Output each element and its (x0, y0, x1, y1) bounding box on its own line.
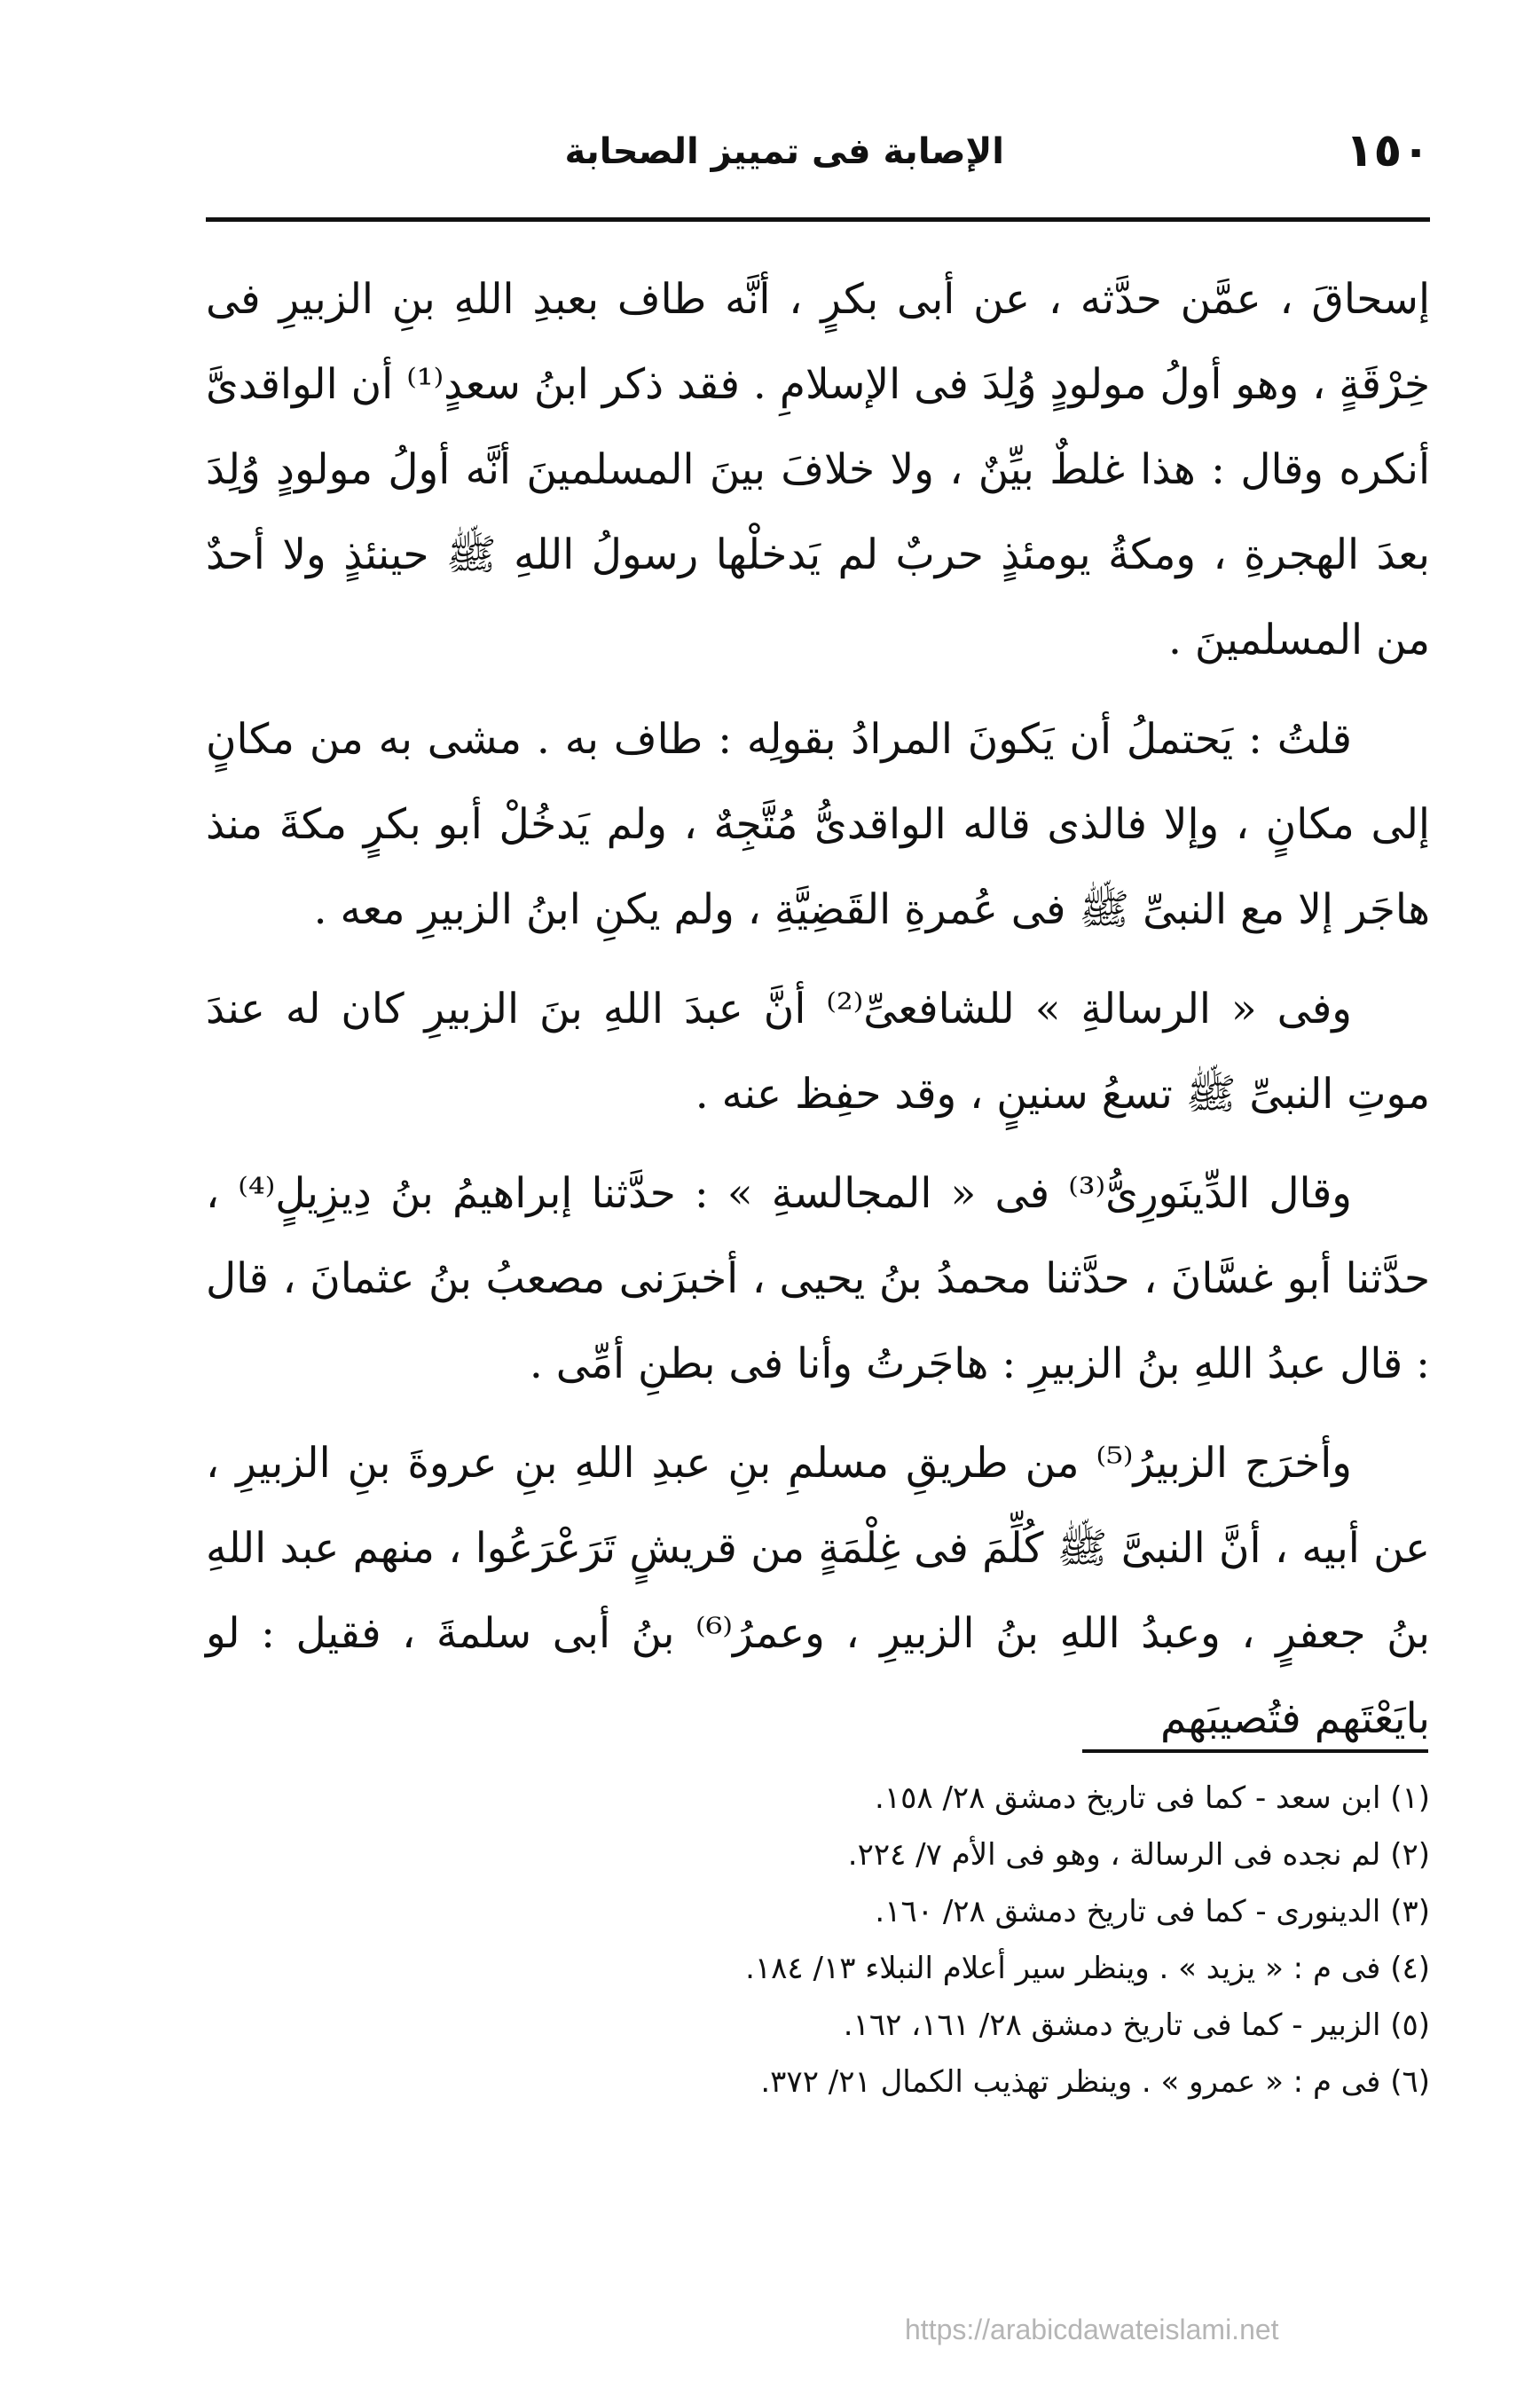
paragraph-1: إسحاقَ ، عمَّن حدَّثه ، عن أبى بكرٍ ، أنَّه طاف بعبدِ اللهِ بنِ الزبيرِ فى خِرْقَةٍ ، وهو أولُ مولودٍ وُلِدَ فى الإسلامِ . فقد ذكر ابنُ سعدٍ⁽¹⁾ أن الواقدىَّ أنكره وقال : هذا غلطٌ بيِّنٌ ، ولا خلافَ بينَ المسلمينَ أنَّه أولُ مولودٍ وُلِدَ بعدَ الهجرةِ ، ومكةُ يومئذٍ حربٌ لم يَدخلْها رسولُ اللهِ ﷺ حينئذٍ ولا أحدٌ من المسلمينَ . (206, 275, 1430, 664)
footnotes (206, 1770, 1430, 2110)
paragraph-2: قلتُ : يَحتملُ أن يَكونَ المرادُ بقولِه : طاف به . مشى به من مكانٍ إلى مكانٍ ، وإلا فالذى قاله الواقدىُّ مُتَّجِهٌ ، ولم يَدخُلْ أبو بكرٍ مكةَ منذ هاجَر إلا مع النبىِّ ﷺ فى عُمرةِ القَضِيَّةِ ، ولم يكنِ ابنُ الزبيرِ معه . (206, 715, 1430, 934)
paragraph-5: وأخرَج الزبيرُ⁽⁵⁾ من طريقِ مسلمِ بنِ عبدِ اللهِ بنِ عروةَ بنِ الزبيرِ ، عن أبيه ، أنَّ النبىَّ ﷺ كُلِّمَ فى غِلْمَةٍ من قريشٍ تَرَعْرَعُوا ، منهم عبد اللهِ بنُ جعفرٍ ، وعبدُ اللهِ بنُ الزبيرِ ، وعمرُ⁽⁶⁾ بنُ أبى سلمةَ ، فقيل : لو بايَعْتَهم فتُصيبَهم (206, 1439, 1430, 1743)
paragraph-4: وقال الدِّينَورِىُّ⁽³⁾ فى « المجالسةِ » : حدَّثنا إبراهيمُ بنُ دِيزِيلٍ⁽⁴⁾ ، حدَّثنا أبو غسَّانَ ، حدَّثنا محمدُ بنُ يحيى ، أخبرَنى مصعبُ بنُ عثمانَ ، قال : قال عبدُ اللهِ بنُ الزبيرِ : هاجَرتُ وأنا فى بطنِ أمِّى . (206, 1169, 1430, 1388)
running-title: الإصابة فى تمييز الصحابة (564, 131, 1004, 172)
footnote-4: (٤) فى م : « يزيد » . وينظر سير أعلام النبلاء ١٣/ ١٨٤. (745, 1951, 1430, 1986)
header-rule (206, 217, 1430, 222)
main-text (206, 257, 1430, 1776)
footnote-5: (٥) الزبير - كما فى تاريخ دمشق ٢٨/ ١٦١، ١٦٢. (843, 2007, 1430, 2043)
footnote-2: (٢) لم نجده فى الرسالة ، وهو فى الأم ٧/ ٢٢٤. (847, 1837, 1430, 1873)
watermark-url: https://arabicdawateislami.net (905, 2314, 1279, 2345)
footnote-3: (٣) الدينورى - كما فى تاريخ دمشق ٢٨/ ١٦٠. (875, 1894, 1430, 1929)
paragraph-3: وفى « الرسالةِ » للشافعىِّ⁽²⁾ أنَّ عبدَ اللهِ بنَ الزبيرِ كان له عندَ موتِ النبىِّ ﷺ تسعُ سنينٍ ، وقد حفِظ عنه . (206, 985, 1430, 1119)
footnote-6: (٦) فى م : « عمرو » . وينظر تهذيب الكمال ٢١/ ٣٧٢. (760, 2064, 1430, 2100)
footnote-1: (١) ابن سعد - كما فى تاريخ دمشق ٢٨/ ١٥٨. (875, 1780, 1430, 1816)
page-number: ١٥٠ (1345, 124, 1430, 177)
footnote-separator (1082, 1749, 1428, 1753)
page-header (206, 124, 1430, 195)
